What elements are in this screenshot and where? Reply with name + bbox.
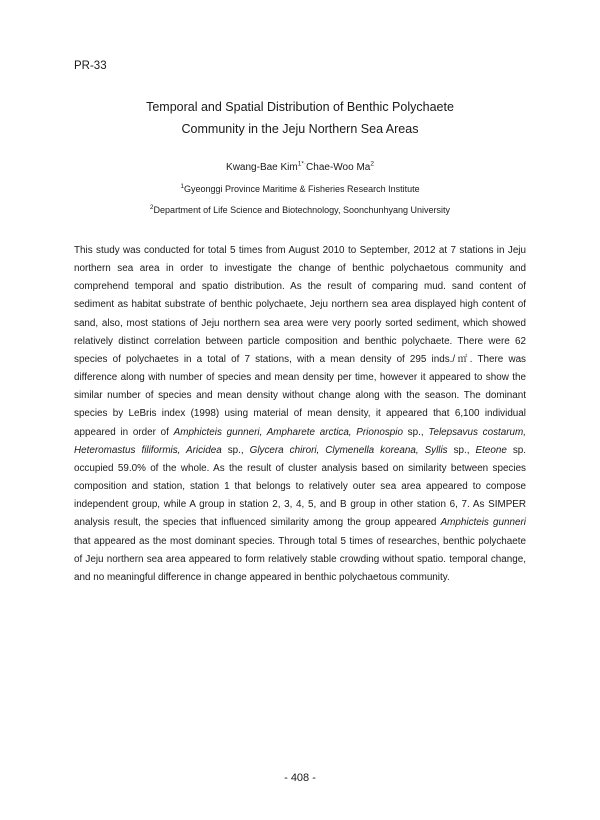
species-name: Eteone <box>475 444 507 456</box>
title-line-1: Temporal and Spatial Distribution of Benthic Polychaete <box>146 100 454 114</box>
species-name: Glycera chirori, Clymenella koreana, Syllis <box>249 444 448 456</box>
affiliation-text: Gyeonggi Province Maritime & Fisheries Research Institute <box>184 184 420 194</box>
paper-code: PR-33 <box>74 60 107 72</box>
abstract-text: sp., <box>221 444 250 456</box>
abstract-text: sp., <box>447 444 476 456</box>
page-number: - 408 - <box>284 772 316 784</box>
title-line-2: Community in the Jeju Northern Sea Areas <box>181 122 419 136</box>
affiliation-text: Department of Life Science and Biotechnology, Soonchunhyang University <box>153 205 451 215</box>
species-name: Amphicteis gunneri, Ampharete arctica, Prionospio <box>173 426 403 438</box>
author-name: Chae-Woo Ma <box>306 162 371 173</box>
affiliation-mark: 1 <box>180 183 184 190</box>
author-mark: 2 <box>370 160 374 168</box>
author-name: Kwang-Bae Kim <box>226 162 298 173</box>
abstract-text: sp. occupied 59.0% of the whole. As the result of cluster analysis based on similarity between species composition and station, station 1 that belongs to relatively outer sea area appeared to compose independent group, while A group in station 2, 3, 4, 5, and B group in other station 6, 7. As SIMPER analysis result, the species that influenced similarity among the group appeared <box>74 444 527 529</box>
paper-title <box>0 96 600 140</box>
species-name: Amphicteis gunneri <box>440 517 526 529</box>
abstract-text: This study was conducted for total 5 times from August 2010 to September, 2012 at 7 stations in Jeju northern sea area in order to investigate the change of benthic polychaetous community and comprehend temporal and spatio distribution. As the result of comparing mud. sand content of sediment as habitat substrate of benthic polychaete, Jeju northern sea area displayed high content of sand, also, most stations of Jeju northern sea area were very poorly sorted sediment, which showed relatively distinct correlation between particle composition and benthic polychaete. There were 62 species of polychaetes in a total of 7 stations, with a mean density of 295 inds./㎡. There was difference along with number of species and mean density per time, however it appeared to show the similar number of species and mean density without change along with the season. The dominant species by LeBris index (1998) using material of mean density, it appeared that 6,100 individual appeared in order of <box>74 245 526 438</box>
affiliation-2 <box>0 204 600 216</box>
affiliation-mark: 2 <box>149 204 154 211</box>
abstract-text: that appeared as the most dominant species. Through total 5 times of researches, benthic polychaete of Jeju northern sea area appeared to form relatively stable crowding without spatio. temporal change, and no meaningful difference in change appeared in benthic polychaetous community. <box>74 535 526 583</box>
species-name: Telepsavus costarum, Heteromastus filiformis, Aricidea <box>74 426 526 456</box>
affiliation-1 <box>0 183 600 195</box>
author-list <box>0 161 600 175</box>
abstract-text: sp., <box>402 426 429 438</box>
abstract-body <box>74 242 526 587</box>
author-mark: 1*· <box>297 160 307 168</box>
